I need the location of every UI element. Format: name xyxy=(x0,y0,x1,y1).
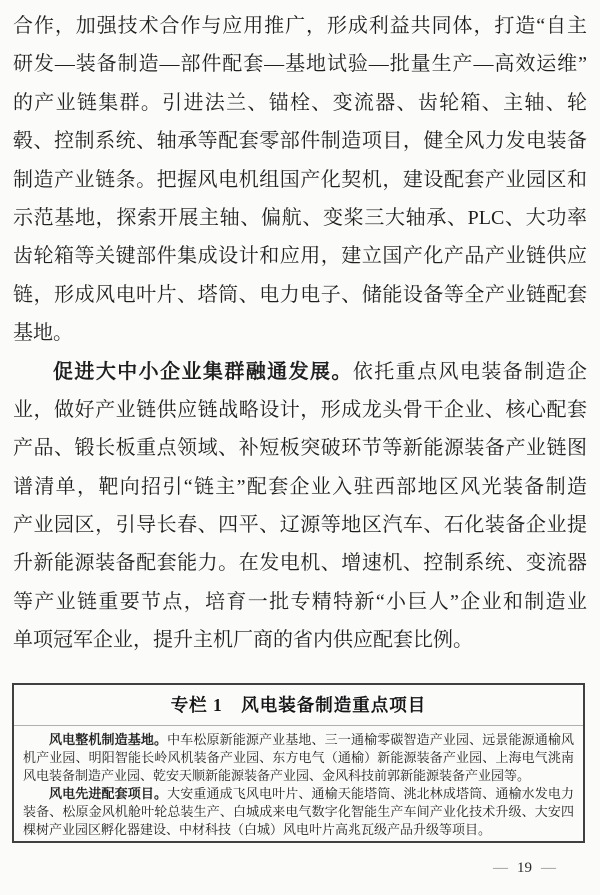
page-number xyxy=(493,858,556,878)
callout-section-text: 中车松原新能源产业基地、三一通榆零碳智造产业园、远景能源通榆风机产业园、明阳智能长岭风机装备产业园、东方电气（通榆）新能源装备产业园、上海电气洮南风电装备制造产业园、乾安天顺新能源装备产业园、金风科技前郭新能源装备产业园等。 xyxy=(23,732,574,783)
page-number-dash-left: — xyxy=(493,860,508,876)
callout-section xyxy=(23,785,574,839)
body-line: 产业园区，引导长春、四平、辽源等地区汽车、石化装备企业提 xyxy=(13,514,587,537)
callout-box-title: 专栏 1 风电装备制造重点项目 xyxy=(14,685,583,726)
callout-section xyxy=(23,731,574,785)
body-line: 合作，加强技术合作与应用推广，形成利益共同体，打造“自主 xyxy=(13,15,587,37)
body-line: 基地。 xyxy=(13,322,73,345)
body-line: 示范基地，探索开展主轴、偏航、变桨三大轴承、PLC、大功率 xyxy=(13,206,587,229)
callout-section-lead: 风电整机制造基地。 xyxy=(49,732,168,747)
callout-section-text: 大安重通成飞风电叶片、通榆天能塔筒、洮北林成塔筒、通榆水发电力装备、松原金风机舱叶轮总装生产、白城成来电气数字化智能生产车间产业化技术升级、大安四棵树产业园区孵化器建设、中材科技（白城）风电叶片高兆瓦级产品升级等项目。 xyxy=(23,786,574,837)
page-number-value: 19 xyxy=(517,860,532,876)
body-line: 单项冠军企业，提升主机厂商的省内供应配套比例。 xyxy=(13,629,473,652)
paragraph-lead-rest: 依托重点风电装备制造企 xyxy=(352,360,587,383)
body-line: 谱清单，靶向招引“链主”配套企业入驻西部地区风光装备制造 xyxy=(13,475,587,498)
callout-box xyxy=(12,683,585,843)
body-line: 等产业链重要节点，培育一批专精特新“小巨人”企业和制造业 xyxy=(13,590,587,613)
document-body xyxy=(13,7,587,660)
body-line: 毂、控制系统、轴承等配套零部件制造项目，健全风力发电装备 xyxy=(13,130,587,153)
body-line xyxy=(13,353,587,391)
body-line: 制造产业链条。把握风电机组国产化契机，建设配套产业园区和 xyxy=(13,168,587,191)
body-line: 链，形成风电叶片、塔筒、电力电子、储能设备等全产业链配套 xyxy=(13,283,587,306)
body-line: 产品、锻长板重点领域、补短板突破环节等新能源装备产业链图 xyxy=(13,437,587,460)
body-line: 齿轮箱等关键部件集成设计和应用，建立国产化产品产业链供应 xyxy=(13,245,587,268)
body-line: 业，做好产业链供应链战略设计，形成龙头骨干企业、核心配套 xyxy=(13,398,587,421)
paragraph-lead-bold: 促进大中小企业集群融通发展。 xyxy=(53,360,353,383)
body-line: 的产业链集群。引进法兰、锚栓、变流器、齿轮箱、主轴、轮 xyxy=(13,91,587,114)
body-line: 升新能源装备配套能力。在发电机、增速机、控制系统、变流器 xyxy=(13,552,587,575)
body-line: 研发—装备制造—部件配套—基地试验—批量生产—高效运维” xyxy=(13,53,587,76)
callout-box-body xyxy=(14,726,583,839)
page-number-dash-right: — xyxy=(541,860,556,876)
callout-section-lead: 风电先进配套项目。 xyxy=(49,786,168,801)
